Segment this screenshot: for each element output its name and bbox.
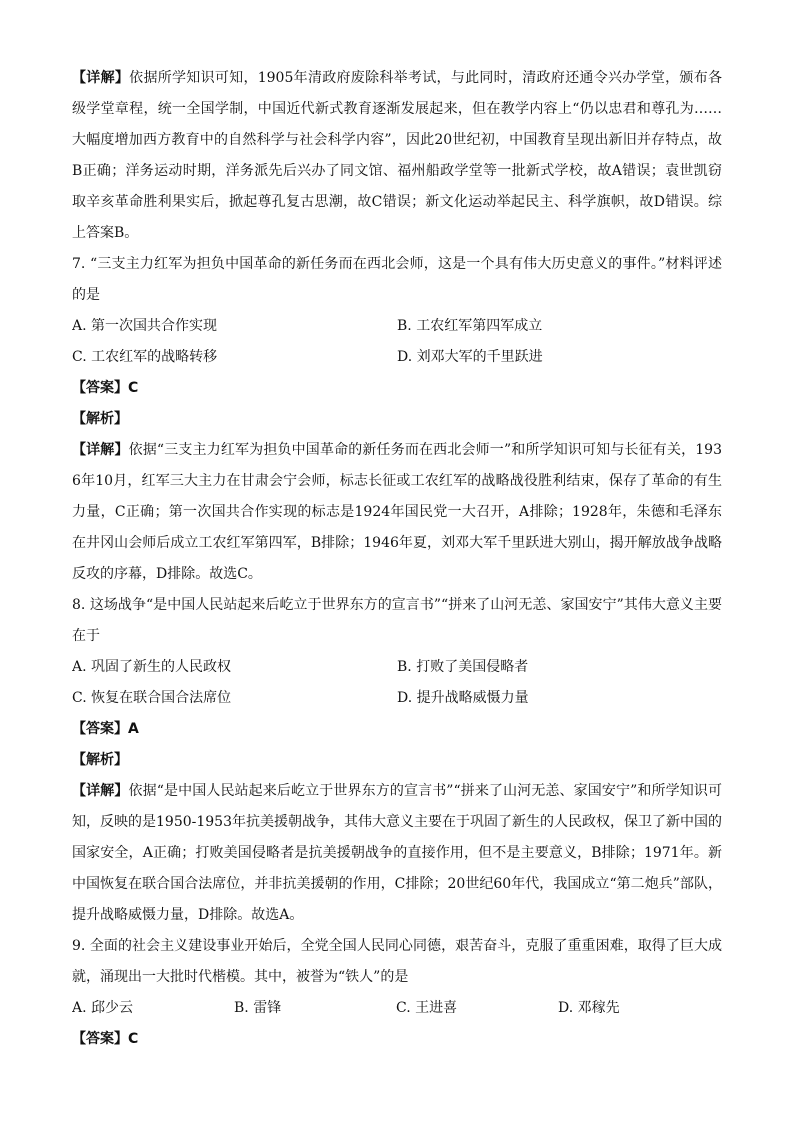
detail-label: 【详解】	[72, 70, 130, 86]
question-8-analysis-heading: 【解析】	[72, 752, 128, 768]
option-b: B. 打败了美国侵略者	[397, 659, 529, 675]
question-9-options	[72, 993, 722, 1024]
option-a: A. 第一次国共合作实现	[72, 318, 218, 334]
detail-text: 依据所学知识可知，1905年清政府废除科举考试，与此同时，清政府还通令兴办学堂，颁布各级学堂章程，统一全国学制，中国近代新式教育逐渐发展起来，但在教学内容上“仍以忠君和尊孔为……大幅度增加西方教育中的自然科学与社会科学内容”，因此20世纪初，中国教育呈现出新旧并存特点，故B正确；洋务运动时期，洋务派先后兴办了同文馆、福州船政学堂等一批新式学校，故A错误；袁世凯窃取辛亥革命胜利果实后，掀起尊孔复古思潮，故C错误；新文化运动举起民主、科学旗帜，故D错误。综上答案B。	[72, 70, 722, 241]
document-page	[72, 63, 722, 1055]
option-c: C. 恢复在联合国合法席位	[72, 690, 232, 706]
option-d: D. 邓稼先	[558, 1000, 620, 1016]
option-a: A. 邱少云	[72, 1000, 134, 1016]
question-8-options	[72, 652, 722, 714]
question-7-analysis-heading: 【解析】	[72, 411, 128, 427]
option-d: D. 刘邓大军的千里跃进	[397, 349, 543, 365]
detail-paragraph-q8	[72, 776, 722, 931]
detail-paragraph-q7	[72, 435, 722, 590]
detail-label: 【详解】	[72, 442, 129, 458]
question-9-answer: 【答案】C	[72, 1031, 139, 1047]
option-c: C. 王进喜	[396, 1000, 458, 1016]
question-9-stem: 9. 全面的社会主义建设事业开始后，全党全国人民同心同德，艰苦奋斗，克服了重重困难，取得了巨大成就，涌现出一大批时代楷模。其中，被誉为“铁人”的是	[72, 938, 722, 985]
detail-paragraph-q6	[72, 63, 722, 249]
detail-label: 【详解】	[72, 783, 129, 799]
question-7-stem: 7. “三支主力红军为担负中国革命的新任务而在西北会师，这是一个具有伟大历史意义的事件。”材料评述的是	[72, 256, 722, 303]
question-7-options	[72, 311, 722, 373]
option-d: D. 提升战略威慑力量	[397, 690, 529, 706]
question-8-answer: 【答案】A	[72, 721, 139, 737]
option-c: C. 工农红军的战略转移	[72, 349, 218, 365]
detail-text: 依据“三支主力红军为担负中国革命的新任务而在西北会师一”和所学知识可知与长征有关，1936年10月，红军三大主力在甘肃会宁会师，标志长征或工农红军的战略战役胜利结束，保存了革命的有生力量，C正确；第一次国共合作实现的标志是1924年国民党一大召开，A排除；1928年，朱德和毛泽东在井冈山会师后成立工农红军第四军，B排除；1946年夏，刘邓大军千里跃进大别山，揭开解放战争战略反攻的序幕，D排除。故选C。	[72, 442, 722, 582]
option-a: A. 巩固了新生的人民政权	[72, 659, 232, 675]
option-b: B. 雷锋	[234, 1000, 282, 1016]
detail-text: 依据“是中国人民站起来后屹立于世界东方的宣言书”“拼来了山河无恙、家国安宁”和所学知识可知，反映的是1950-1953年抗美援朝战争，其伟大意义主要在于巩固了新生的人民政权，保卫了新中国的国家安全，A正确；打败美国侵略者是抗美援朝战争的直接作用，但不是主要意义，B排除；1971年。新中国恢复在联合国合法席位，并非抗美援朝的作用，C排除；20世纪60年代，我国成立“第二炮兵”部队，提升战略威慑力量，D排除。故选A。	[72, 783, 722, 923]
option-b: B. 工农红军第四军成立	[397, 318, 543, 334]
question-7-answer: 【答案】C	[72, 380, 139, 396]
question-8-stem: 8. 这场战争“是中国人民站起来后屹立于世界东方的宣言书”“拼来了山河无恙、家国安宁”其伟大意义主要在于	[72, 597, 722, 644]
